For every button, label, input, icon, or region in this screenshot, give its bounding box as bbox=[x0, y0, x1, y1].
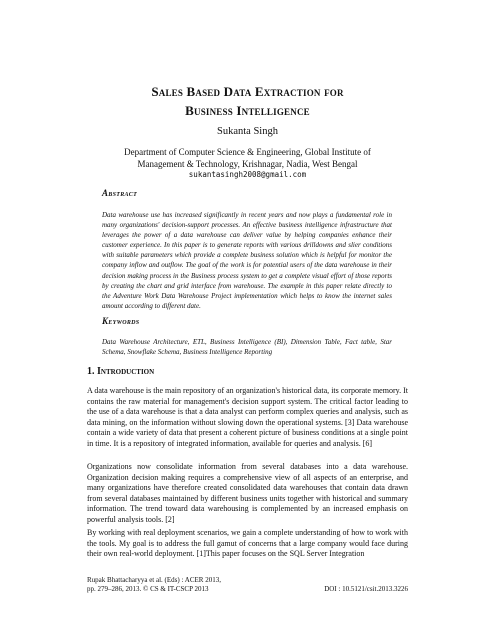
title-line-1: Sales Based Data Extraction for bbox=[151, 84, 344, 99]
section-1-title: 1. Introduction bbox=[87, 366, 155, 377]
abstract-heading: Abstract bbox=[102, 188, 138, 198]
affiliation-line-2: Management & Technology, Krishnagar, Nadia, West Bengal bbox=[137, 159, 358, 169]
abstract-text: Data warehouse use has increased significantly in recent years and now plays a fundamental role in many organizations' decision-support processes. An effective business intelligence infrastructure that leverages the power of a data warehouse can deliver value by helping companies enhance their customer experience. In this paper is to generate reports with various drilldowns and slier conditions with suitable parameters which provide a complete business solution which is helpful for monitor the company inflow and outflow. The goal of the work is for potential users of the data warehouse in their decision making process in the Business process system to get a complete visual effort of those reports by creating the chart and grid interface from warehouse. The example in this paper relate directly to the Adventure Work Data Warehouse Project implementation which helps to know the internet sales amount according to different date. bbox=[102, 211, 392, 310]
author-name: Sukanta Singh bbox=[217, 126, 278, 137]
title-line-2: Business Intelligence bbox=[185, 103, 310, 118]
paper-title bbox=[60, 82, 435, 120]
footer-citation bbox=[87, 576, 221, 594]
footer-line-1: Rupak Bhattacharyya et al. (Eds) : ACER 2013, bbox=[87, 576, 221, 584]
intro-paragraph-3: By working with real deployment scenarios, we gain a complete understanding of how to work with the tools. My goal is to address the full gamut of concerns that a large company would face during their own real-world deployment. [1]This paper focuses on the SQL Server Integration bbox=[87, 528, 408, 559]
intro-paragraph-2: Organizations now consolidate information from several databases into a data warehouse. Organization decision making requires a comprehensive view of all aspects of an enterprise, and many organizations have therefore created consolidated data warehouses that contain data drawn from several databases maintained by different business units together with historical and summary information. The trend toward data warehousing is complemented by an increased emphasis on powerful analysis tools. [2] bbox=[87, 462, 408, 524]
author-email: sukantasingh2008@gmail.com bbox=[188, 170, 307, 179]
footer-doi: DOI : 10.5121/csit.2013.3226 bbox=[324, 585, 408, 593]
affiliation-line-1: Department of Computer Science & Engineering, Global Institute of bbox=[124, 147, 371, 157]
keywords-heading: Keywords bbox=[102, 316, 140, 326]
footer-line-2: pp. 279–286, 2013. © CS & IT-CSCP 2013 bbox=[87, 585, 209, 593]
intro-paragraph-1: A data warehouse is the main repository of an organization's historical data, its corporate memory. It contains the raw material for management's decision support system. The critical factor leading to the use of a data warehouse is that a data analyst can perform complex queries and analysis, such as data mining, on the information without slowing down the operational systems. [3] Data warehouse contain a wide variety of data that present a coherent picture of business conditions at a single point in time. It is a repository of integrated information, available for queries and analysis. [6] bbox=[87, 386, 408, 448]
affiliation bbox=[70, 146, 425, 170]
keywords-text: Data Warehouse Architecture, ETL, Business Intelligence (BI), Dimension Table, Fact table, Star Schema, Snowflake Schema, Business Intelligence Reporting bbox=[102, 338, 392, 357]
